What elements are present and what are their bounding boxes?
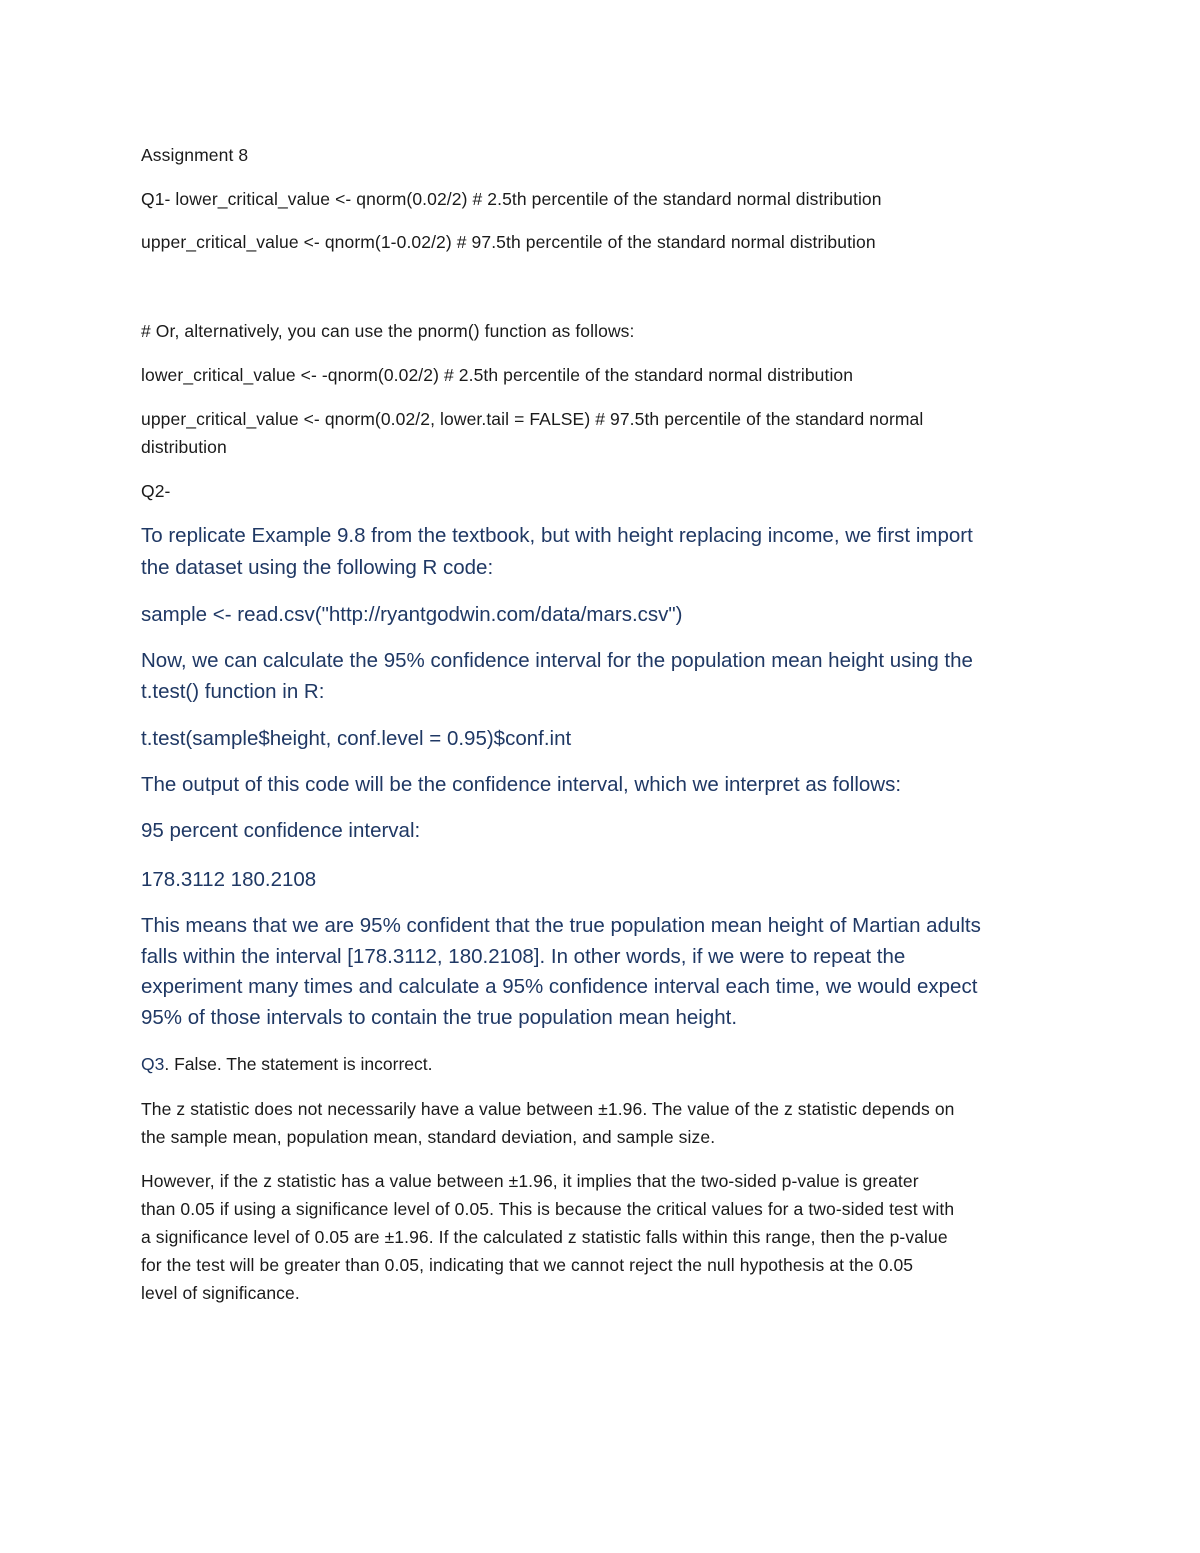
q2-intro-a: To replicate Example 9.8 from the textbook, but with height replacing income, we first import (141, 524, 973, 547)
q2-ci-values: 178.3112 180.2108 (141, 868, 317, 891)
q3-para2-c: a significance level of 0.05 are ±1.96. If the calculated z statistic falls within this range, then the p-value (141, 1227, 948, 1247)
q2-label: Q2- (141, 481, 171, 501)
q3-para2-d: for the test will be greater than 0.05, indicating that we cannot reject the null hypothesis at the 0.05 (141, 1255, 914, 1275)
q2-ci-label: 95 percent confidence interval: (141, 819, 421, 842)
q1-line-2: upper_critical_value <- qnorm(1-0.02/2) # 97.5th percentile of the standard normal distribution (141, 232, 876, 252)
q2-interp-d: 95% of those intervals to contain the true population mean height. (141, 1006, 738, 1029)
q1-alt-line-2b: distribution (141, 437, 227, 457)
q2-code-ttest: t.test(sample$height, conf.level = 0.95)$conf.int (141, 727, 572, 750)
q2-interp-a: This means that we are 95% confident that the true population mean height of Martian adults (141, 914, 981, 937)
q2-interp-c: experiment many times and calculate a 95% confidence interval each time, we would expect (141, 975, 978, 998)
q2-output-text: The output of this code will be the confidence interval, which we interpret as follows: (141, 773, 902, 796)
q3-para2-b: than 0.05 if using a significance level of 0.05. This is because the critical values for a two-sided test with (141, 1199, 955, 1219)
q2-code-import: sample <- read.csv("http://ryantgodwin.com/data/mars.csv") (141, 603, 683, 626)
q1-line-1: Q1- lower_critical_value <- qnorm(0.02/2) # 2.5th percentile of the standard normal distribution (141, 189, 882, 209)
q2-ci-text-b: t.test() function in R: (141, 680, 325, 703)
q2-intro-b: the dataset using the following R code: (141, 556, 494, 579)
q3-line (141, 1054, 432, 1075)
q3-label: Q3 (141, 1054, 165, 1074)
q3-para1-a: The z statistic does not necessarily have a value between ±1.96. The value of the z statistic depends on (141, 1099, 955, 1119)
q1-alt-line-2a: upper_critical_value <- qnorm(0.02/2, lower.tail = FALSE) # 97.5th percentile of the standard normal (141, 409, 924, 429)
q2-ci-text-a: Now, we can calculate the 95% confidence interval for the population mean height using the (141, 649, 973, 672)
q2-interp-b: falls within the interval [178.3112, 180.2108]. In other words, if we were to repeat the (141, 945, 906, 968)
q3-para2-a: However, if the z statistic has a value between ±1.96, it implies that the two-sided p-value is greater (141, 1171, 919, 1191)
document-title: Assignment 8 (141, 145, 249, 165)
q3-para1-b: the sample mean, population mean, standard deviation, and sample size. (141, 1127, 716, 1147)
q1-alt-line-1: lower_critical_value <- -qnorm(0.02/2) # 2.5th percentile of the standard normal distribution (141, 365, 854, 385)
q3-answer: . False. The statement is incorrect. (164, 1054, 433, 1074)
q3-para2-e: level of significance. (141, 1283, 300, 1303)
q1-alt-comment: # Or, alternatively, you can use the pnorm() function as follows: (141, 321, 635, 341)
